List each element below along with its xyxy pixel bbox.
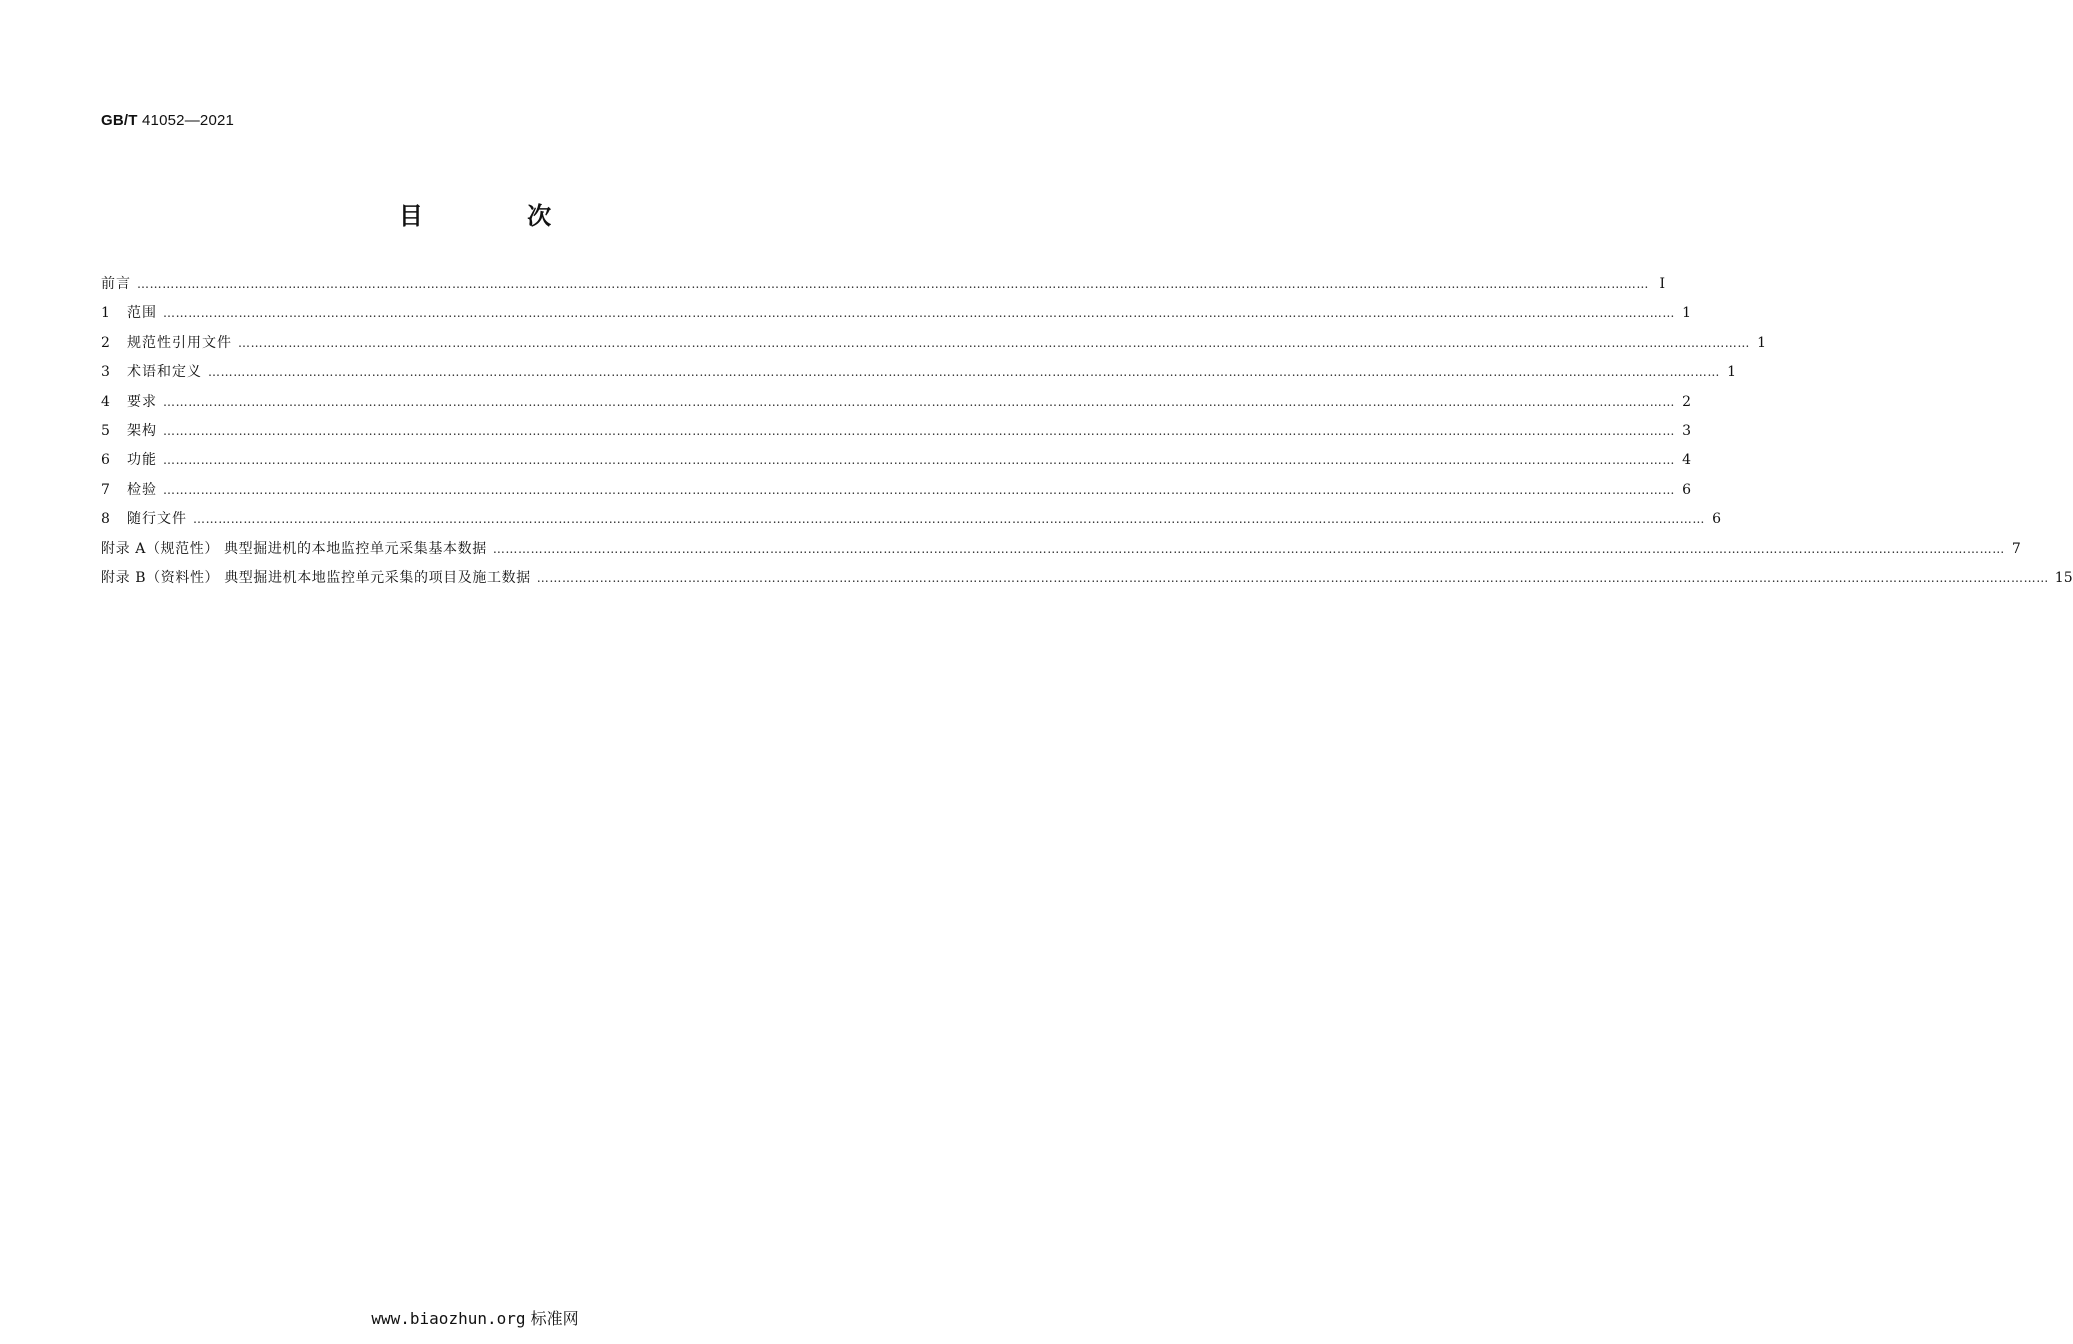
toc-entry-appendix-b[interactable] xyxy=(101,567,2073,596)
leader-dots: ……………………………………………………………………………………………………………………………………………………………………………………………………………………………………………………………………………………………………………………………… xyxy=(492,541,2005,556)
toc-page: 4 xyxy=(1682,452,1691,469)
toc-entry-2[interactable] xyxy=(101,332,1766,361)
toc-entry-preface[interactable] xyxy=(101,273,1665,302)
toc-number: 8 xyxy=(101,511,110,528)
table-of-contents xyxy=(101,273,2073,596)
leader-dots: ……………………………………………………………………………………………………………………………………………………………………………………………………………………………………………………………………………………………………………………………… xyxy=(163,394,1675,409)
toc-entry-appendix-a[interactable] xyxy=(101,538,2021,567)
leader-dots: ……………………………………………………………………………………………………………………………………………………………………………………………………………………………………………………………………………………………………………………………… xyxy=(137,277,1649,291)
toc-label: 检验 xyxy=(127,481,157,498)
leader-dots: ……………………………………………………………………………………………………………………………………………………………………………………………………………………………………………………………………………………………………………………………… xyxy=(163,423,1675,438)
toc-label: 附录 B（资料性） 典型掘进机本地监控单元采集的项目及施工数据 xyxy=(101,569,531,586)
standard-year: 41052—2021 xyxy=(142,112,235,129)
toc-number: 1 xyxy=(101,305,110,322)
toc-number: 2 xyxy=(101,334,110,351)
toc-number: 7 xyxy=(101,481,110,498)
toc-entry-7[interactable] xyxy=(101,479,1691,508)
toc-page: 3 xyxy=(1682,422,1691,439)
toc-page: 7 xyxy=(2011,540,2021,557)
leader-dots: ……………………………………………………………………………………………………………………………………………………………………………………………………………………………………………………………………………………………………………………………… xyxy=(238,335,1750,350)
leader-dots: ……………………………………………………………………………………………………………………………………………………………………………………………………………………………………………………………………………………………………………………………… xyxy=(193,512,1705,527)
toc-page: 2 xyxy=(1682,393,1691,410)
standard-number xyxy=(101,112,234,129)
standard-code: GB/T xyxy=(101,112,138,129)
toc-entry-1[interactable] xyxy=(101,302,1691,331)
toc-page: 6 xyxy=(1712,511,1721,528)
toc-label: 前言 xyxy=(101,276,131,292)
toc-entry-3[interactable] xyxy=(101,361,1736,390)
toc-page: 15 xyxy=(2054,569,2073,586)
toc-label: 范围 xyxy=(127,305,157,322)
toc-page: Ⅰ xyxy=(1659,276,1665,292)
toc-label: 功能 xyxy=(127,452,157,469)
toc-number: 4 xyxy=(101,393,110,410)
toc-label: 附录 A（规范性） 典型掘进机的本地监控单元采集基本数据 xyxy=(101,540,487,557)
leader-dots: ……………………………………………………………………………………………………………………………………………………………………………………………………………………………………………………………………………………………………………………………… xyxy=(163,306,1675,321)
toc-number: 3 xyxy=(101,364,110,381)
toc-label: 规范性引用文件 xyxy=(127,334,232,351)
toc-label: 术语和定义 xyxy=(127,364,202,381)
toc-label: 随行文件 xyxy=(127,511,187,528)
footer-url[interactable]: www.biaozhun.org xyxy=(371,1309,526,1328)
toc-page: 1 xyxy=(1727,364,1736,381)
leader-dots: ……………………………………………………………………………………………………………………………………………………………………………………………………………………………………………………………………………………………………………………………… xyxy=(208,365,1720,380)
leader-dots: ……………………………………………………………………………………………………………………………………………………………………………………………………………………………………………………………………………………………………………………………… xyxy=(163,482,1675,497)
footer-watermark xyxy=(0,1306,950,1329)
toc-page: 1 xyxy=(1682,305,1691,322)
toc-entry-6[interactable] xyxy=(101,449,1691,478)
toc-page: 6 xyxy=(1682,481,1691,498)
toc-entry-5[interactable] xyxy=(101,420,1691,449)
toc-number: 5 xyxy=(101,422,110,439)
toc-label: 架构 xyxy=(127,422,157,439)
leader-dots: ……………………………………………………………………………………………………………………………………………………………………………………………………………………………………………………………………………………………………………………………… xyxy=(163,453,1675,468)
leader-dots: ……………………………………………………………………………………………………………………………………………………………………………………………………………………………………………………………………………………………………………………………… xyxy=(536,570,2049,585)
page-title: 目 次 xyxy=(398,202,600,230)
toc-entry-8[interactable] xyxy=(101,508,1721,537)
toc-page: 1 xyxy=(1757,334,1766,351)
footer-site-name: 标准网 xyxy=(530,1309,579,1328)
toc-label: 要求 xyxy=(127,393,157,410)
toc-entry-4[interactable] xyxy=(101,391,1691,420)
toc-number: 6 xyxy=(101,452,110,469)
